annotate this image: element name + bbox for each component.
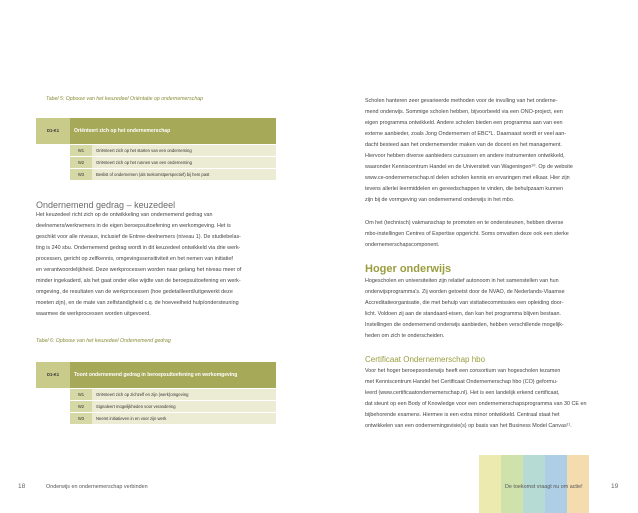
page-number: 18 — [18, 483, 26, 490]
text-line: leerd (www.certificaatondernemerschap.nl). Het is een landelijk erkend certificaat, — [365, 390, 560, 396]
table6-row-id: W3 — [70, 412, 92, 424]
table6-row-text: Signaleert mogelijkheden voor verandering — [92, 400, 276, 412]
table5-code: D1-K1 — [36, 118, 70, 144]
text-line: externe aanbieder, zoals Jong Ondernemen of EBC*L. Daarnaast wordt er veel aan- — [365, 131, 567, 137]
text-line: omgeving, de resultaten van de werkprocessen (hoe gedetailleerd/uitgewerkt deze — [36, 289, 233, 295]
text-line: mend onderwijs. Sommige scholen hebben, bijvoorbeeld via een ONO-project, een — [365, 109, 563, 115]
text-line: Scholen hanteren zeer gevarieerde methoden voor de invulling van het onderne- — [365, 98, 558, 104]
text-line: ondernemerschapscomponent. — [365, 242, 440, 248]
text-line: minder ingekaderd, als het gaat onder elke wijdte van de beroepsuitoefening en werk- — [36, 278, 241, 284]
footer-title: Onderwijs en ondernemerschap verbinden — [46, 484, 148, 490]
table6-row-text: Oriënteert zich op zichzelf en zijn (werk)omgeving — [92, 388, 276, 400]
table6-code: D1-K1 — [36, 362, 70, 388]
text-line: Instellingen die ondernemend onderwijs aanbieden, hebben verschillende mogelijk- — [365, 322, 564, 328]
table6-caption: Tabel 6: Opbouw van het keuzedeel Ondernemend gedrag — [36, 338, 171, 344]
right-paragraph-4 — [365, 366, 619, 432]
table5-row-text: Oriënteert zich op het runnen van een onderneming — [92, 156, 276, 168]
text-line: tevens allerlei leermiddelen en gereedschappen te vinden, die behulpzaam kunnen — [365, 186, 564, 192]
table6-row-id: W2 — [70, 400, 92, 412]
table5-header: Oriënteert zich op het ondernemerschap — [70, 118, 276, 144]
text-line: dacht besteed aan het ondernemender maken van de docent en het management. — [365, 142, 562, 148]
table5-caption: Tabel 5: Opbouw van het keuzedeel Oriëntatie op ondernemerschap — [46, 96, 203, 102]
text-line: Voor het hoger beroepsonderwijs heeft een consortium van hogescholen tezamen — [365, 368, 561, 374]
section-title-ondernemend-gedrag: Ondernemend gedrag – keuzedeel — [36, 200, 176, 210]
text-line: Het keuzedeel richt zich op de ontwikkeling van ondernemend gedrag van — [36, 212, 213, 218]
text-line: deelnemers/werknemers in de eigen beroepsuitoefening en werkomgeving. Het is — [36, 223, 231, 229]
section-title-hoger-onderwijs: Hoger onderwijs — [365, 263, 452, 275]
text-line: processen, gericht op zelfkennis, omgevingssensitiviteit en het nemen van initiatief — [36, 256, 233, 262]
left-paragraph — [36, 210, 279, 320]
table5-row-text: Oriënteert zich op het starten van een onderneming — [92, 144, 276, 156]
text-line: geschikt voor alle niveaus, inclusief de Entree-deelnemers (niveau 1). De studiebelas- — [36, 234, 241, 240]
table5-row-text: Beslist of ondernemen (als toekomstperspectief) bij hem past — [92, 168, 276, 180]
text-line: Hiervoor hebben diverse aanbieders cursussen en andere instrumenten ontwikkeld, — [365, 153, 565, 159]
right-paragraph-3 — [365, 276, 619, 342]
table6 — [36, 362, 276, 425]
footer-title: De toekomst vraagt nu om actie! — [505, 484, 583, 490]
text-line: moeten zijn), en de mate van zelfstandigheid c.q. de hoeveelheid hulp/ondersteuning — [36, 300, 239, 306]
text-line: ting is 240 sbu. Ondernemend gedrag wordt in dit keuzedeel ontwikkeld via drie werk- — [36, 245, 241, 251]
text-line: www.ce-ondernemerschap.nl delen scholen kennis en ervaringen met elkaar. Hier zijn — [365, 175, 570, 181]
text-line: bijbehorende examens. Hiermee is een extra minor ontwikkeld. Centraal staat het — [365, 412, 560, 418]
text-line: met Kenniscentrum Handel het Certificaat Ondernemerschap hbo (CO) geformu- — [365, 379, 558, 385]
text-line: ontwikkelen van een ondernemingsvisie(s) op basis van het Business Model Canvas¹¹. — [365, 423, 572, 429]
subsection-title-certificaat: Certificaat Ondernemerschap hbo — [365, 355, 486, 364]
text-line: licht. Voldoen zij aan de standaard-eisen, dan kan het programma blijven bestaan. — [365, 311, 561, 317]
table5-row-id: W3 — [70, 168, 92, 180]
page-number: 19 — [611, 483, 619, 490]
text-line: dat steunt op een Body of Knowledge voor een ondernemerschapsprogramma van 30 CE en — [365, 401, 587, 407]
right-paragraph-2 — [365, 218, 619, 251]
text-line: heden om zich te onderscheiden. — [365, 333, 445, 339]
text-line: Accreditatieorganisatie, die met behulp van visitatiecommissies een opleiding door- — [365, 300, 564, 306]
text-line: mbo-instellingen Centres of Expertise opgericht. Soms omvatten deze ook een sterke — [365, 231, 569, 237]
right-page — [319, 0, 638, 513]
text-line: onderwijsprogramma's. Zij worden getoetst door de NVAO, de Nederlands-Vlaamse — [365, 289, 565, 295]
text-line: Om het (technisch) vakmanschap te promoten en te ondersteunen, hebben diverse — [365, 220, 564, 226]
table5 — [36, 118, 276, 181]
table5-row-id: W1 — [70, 144, 92, 156]
text-line: Hogescholen en universiteiten zijn relatief autonoom in het samenstellen van hun — [365, 278, 559, 284]
table5-row-id: W2 — [70, 156, 92, 168]
text-line: eigen programma ontwikkeld. Andere scholen bieden een programma aan van een — [365, 120, 563, 126]
text-line: en verantwoordelijkheid. Deze werkprocessen worden naar gelang het niveau meer of — [36, 267, 242, 273]
table6-header: Toont ondernemend gedrag in beroepsuitoefening en werkomgeving — [70, 362, 276, 388]
right-paragraph-1 — [365, 96, 619, 206]
text-line: zijn bij de vormgeving van ondernemend onderwijs in het mbo. — [365, 197, 515, 203]
table6-row-id: W1 — [70, 388, 92, 400]
decorative-stripe — [479, 455, 501, 513]
table6-row-text: Neemt initiatieven in en voor zijn werk — [92, 412, 276, 424]
text-line: waaronder Kenniscentrum Handel en de Universiteit van Wageningen¹⁰. Op de website — [365, 164, 573, 170]
text-line: waarmee de werkprocessen worden uitgevoerd. — [36, 311, 151, 317]
